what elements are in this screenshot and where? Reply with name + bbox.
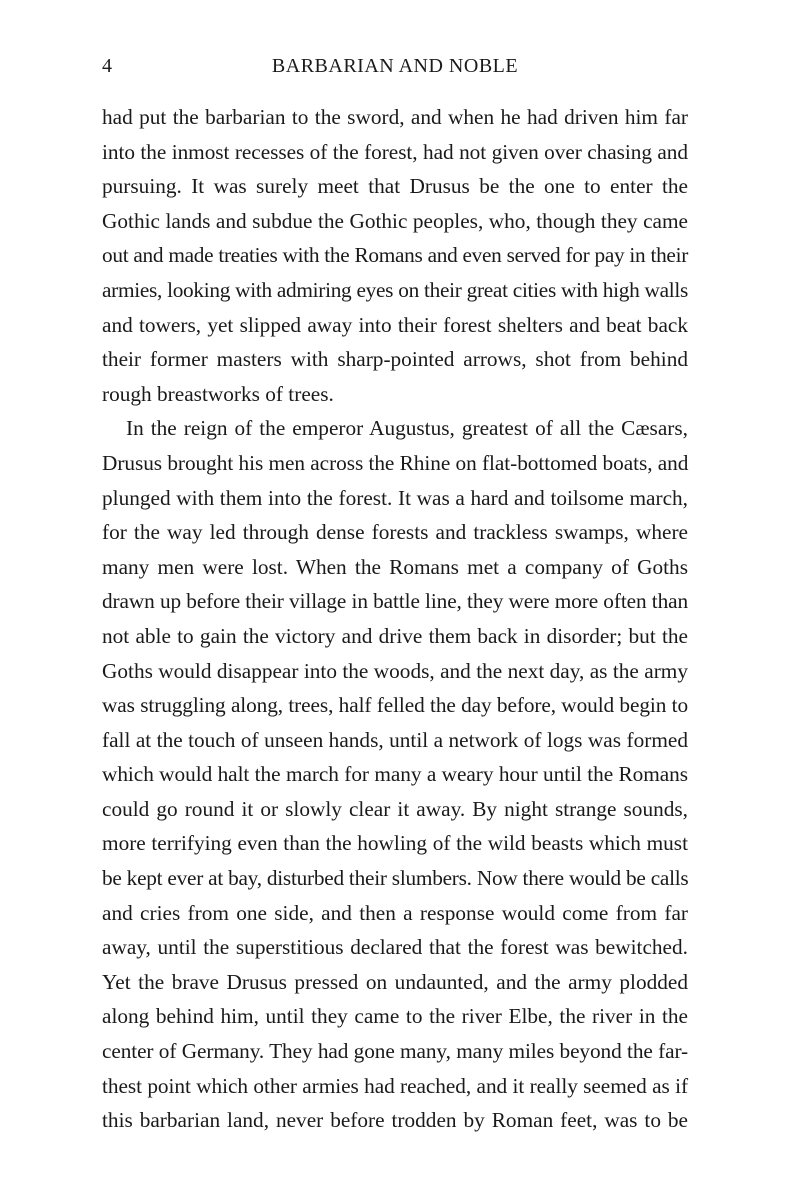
text-line: plunged with them into the forest. It was a hard and toilsome march, — [102, 485, 688, 510]
text-line: had put the barbarian to the sword, and when he had driven him far — [102, 105, 688, 129]
text-line: was struggling along, trees, half felled the day before, would begin to — [102, 693, 688, 718]
text-line: their former masters with sharp-pointed arrows, shot from behind — [102, 347, 688, 372]
text-line: along behind him, until they came to the river Elbe, the river in the — [102, 1004, 688, 1029]
text-line: Yet the brave Drusus pressed on undaunted, and the army plodded — [102, 969, 688, 994]
text-line: into the inmost recesses of the forest, had not given over chasing and — [102, 139, 688, 164]
text-line: thest point which other armies had reached, and it really seemed as if — [102, 1073, 688, 1098]
text-line: rough breastworks of trees. — [102, 381, 334, 406]
text-line: away, until the superstitious declared that the forest was bewitched. — [102, 935, 688, 960]
running-head — [102, 55, 688, 89]
text-line: could go round it or slowly clear it away. By night strange sounds, — [102, 796, 688, 821]
text-line: which would halt the march for many a weary hour until the Romans — [102, 762, 688, 787]
text-line: Goths would disappear into the woods, and the next day, as the army — [102, 658, 688, 683]
text-line: Drusus brought his men across the Rhine on flat-bottomed boats, and — [102, 450, 689, 475]
text-line: fall at the touch of unseen hands, until a network of logs was formed — [102, 727, 688, 752]
text-line: pursuing. It was surely meet that Drusus be the one to enter the — [102, 174, 688, 199]
text-line: be kept ever at bay, disturbed their slumbers. Now there would be calls — [102, 866, 689, 891]
page-number: 4 — [102, 55, 113, 77]
text-line: center of Germany. They had gone many, many miles beyond the far- — [102, 1039, 688, 1064]
body-text — [102, 100, 688, 1138]
text-line: drawn up before their village in battle line, they were more often than — [102, 589, 689, 614]
text-line: and towers, yet slipped away into their forest shelters and beat back — [102, 312, 688, 337]
text-line: Gothic lands and subdue the Gothic peoples, who, though they came — [102, 208, 688, 233]
text-line: out and made treaties with the Romans and even served for pay in their — [102, 243, 688, 268]
text-line: this barbarian land, never before trodden by Roman feet, was to be — [102, 1108, 688, 1133]
book-title: BARBARIAN AND NOBLE — [271, 55, 519, 77]
text-line: not able to gain the victory and drive them back in disorder; but the — [102, 623, 688, 648]
text-line: more terrifying even than the howling of the wild beasts which must — [102, 831, 688, 856]
text-line: armies, looking with admiring eyes on their great cities with high walls — [102, 277, 688, 302]
text-line: In the reign of the emperor Augustus, greatest of all the Cæsars, — [126, 416, 688, 441]
text-line: and cries from one side, and then a response would come from far — [102, 900, 688, 925]
text-line: for the way led through dense forests and trackless swamps, where — [102, 520, 688, 545]
text-line: many men were lost. When the Romans met a company of Goths — [102, 554, 688, 579]
